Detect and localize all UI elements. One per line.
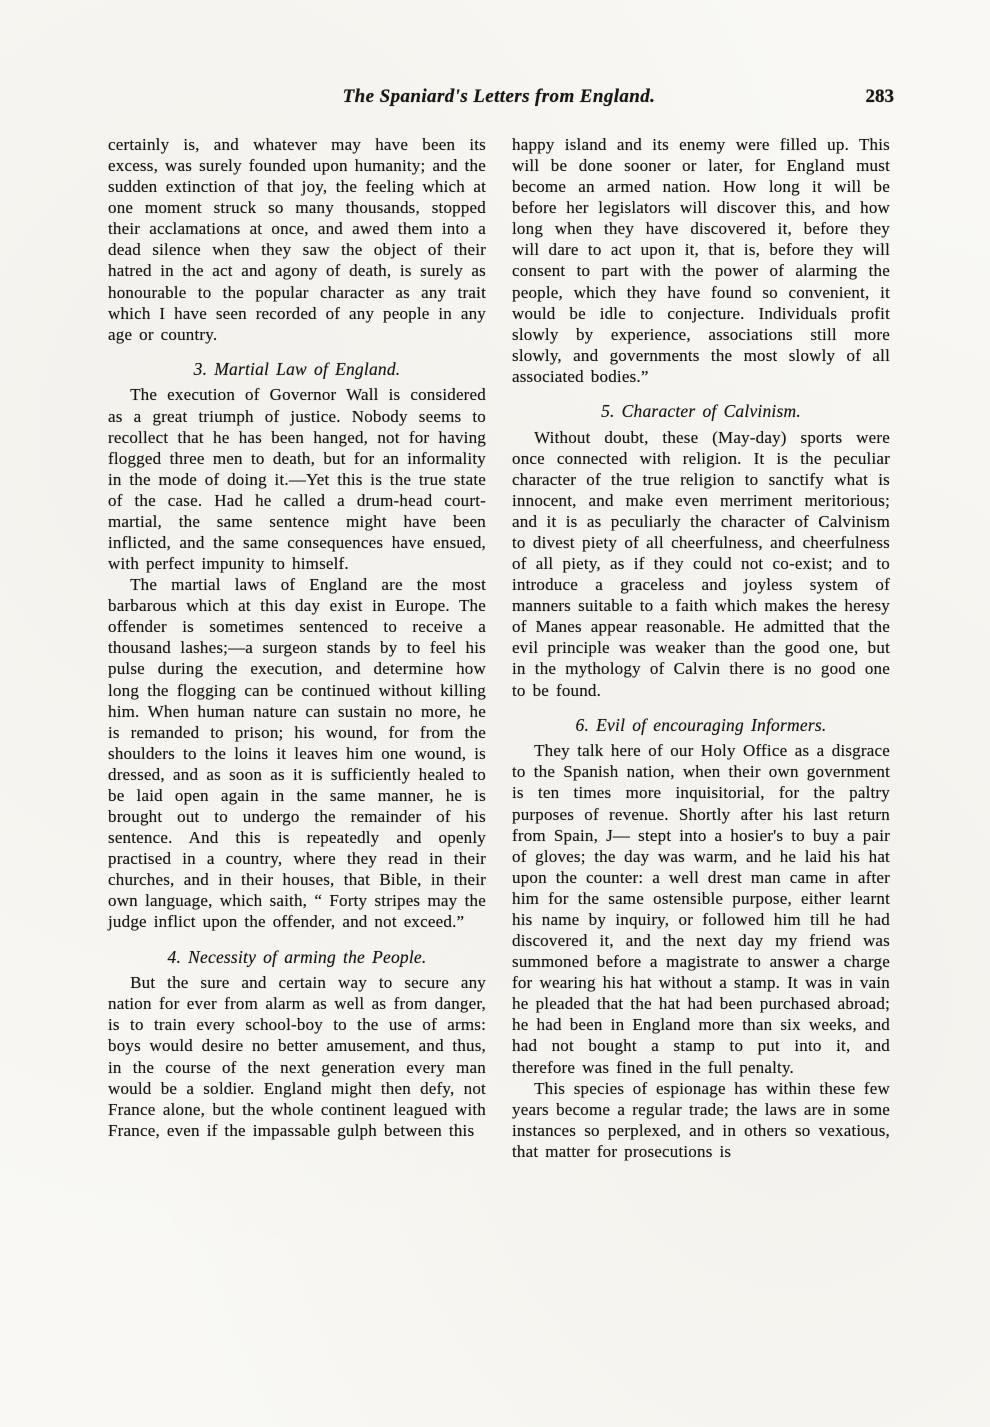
page-content: [108, 86, 894, 1162]
body-paragraph: This species of espionage has within these few years become a regular trade; the laws are in some instances so perplexed, and in others so vexatious, that matter for prosecutions is: [512, 1078, 890, 1161]
section-heading-informers: 6. Evil of encouraging Informers.: [575, 714, 827, 735]
body-paragraph: happy island and its enemy were filled up. This will be done sooner or later, for England must become an armed nation. How long it will be before her legislators will discover this, and how long when they have discovered it, before they will dare to act upon it, that is, before they will consent to part with the power of alarming the people, which they have found so convenient, it would be idle to conjecture. Individuals profit slowly by experience, associations still more slowly, and governments the most slowly of all associated bodies.”: [512, 135, 890, 386]
section-heading-martial-law: 3. Martial Law of England.: [193, 358, 401, 379]
running-title: The Spaniard's Letters from England.: [342, 86, 656, 107]
body-paragraph: The martial laws of England are the most barbarous which at this day exist in Europe. The offender is sometimes sentenced to receive a thousand lashes;—a surgeon stands by to feel his pulse during the execution, and determine how long the flogging can be continued without killing him. When human nature can sustain no more, he is remanded to prison; his wound, for from the shoulders to the loins it leaves him one wound, is dressed, and as soon as it is sufficiently healed to be laid open again in the same manner, he is brought out to undergo the remainder of his sentence. And this is repeatedly and openly practised in a country, where they read in their churches, and in their houses, that Bible, in their own language, which saith, “ Forty stripes may the judge inflict upon the offender, and not exceed.”: [108, 575, 486, 932]
body-paragraph: But the sure and certain way to secure any nation for ever from alarm as well as from danger, is to train every school-boy to the use of arms: boys would desire no better amusement, and thus, in the course of the next generation every man would be a soldier. England might then defy, not France alone, but the whole continent leagued with France, even if the impassable gulph between this: [108, 973, 486, 1140]
left-column: [108, 134, 486, 1162]
body-paragraph: certainly is, and whatever may have been its excess, was surely founded upon humanity; and the sudden extinction of that joy, the feeling which at one moment struck so many thousands, stopped their acclamations at once, and awed them into a dead silence when they saw the object of their hatred in the act and agony of death, is surely as honourable to the popular character as any trait which I have seen recorded of any people in any age or country.: [108, 135, 486, 344]
body-paragraph: Without doubt, these (May-day) sports were once connected with religion. It is the peculiar character of the true religion to sanctify what is innocent, and make even merriment meritorious; and it is as peculiarly the character of Calvinism to divest piety of all cheerfulness, and cheerfulness of all piety, as if they could not co-exist; and to introduce a graceless and joyless system of manners suitable to a faith which makes the heresy of Manes appear reasonable. He admitted that the evil principle was weaker than the good one, but in the mythology of Calvin there is no good one to be found.: [512, 427, 890, 700]
right-column: [512, 134, 890, 1162]
two-column-text: [108, 134, 890, 1162]
section-heading-arming-the-people: 4. Necessity of arming the People.: [167, 946, 427, 967]
body-paragraph: They talk here of our Holy Office as a disgrace to the Spanish nation, when their own government is ten times more inquisitorial, for the paltry purposes of revenue. Shortly after his last return from Spain, J— stept into a hosier's to buy a pair of gloves; the day was warm, and he laid his hat upon the counter: a well drest man came in after him for the same ostensible purpose, either learnt his name by inquiry, or followed him till he had discovered it, and the next day my friend was summoned before a magistrate to answer a charge for wearing his hat without a stamp. It was in vain he pleaded that the hat had been purchased abroad; he had been in England more than six weeks, and had not bought a stamp to put into it, and therefore was fined in the full penalty.: [512, 741, 890, 1077]
section-heading-calvinism: 5. Character of Calvinism.: [601, 400, 801, 421]
page-number: 283: [865, 86, 894, 107]
running-head: [108, 86, 894, 116]
body-paragraph: The execution of Governor Wall is considered as a great triumph of justice. Nobody seems to recollect that he has been hanged, not for having flogged three men to death, but for an informality in the mode of doing it.—Yet this is the true state of the case. Had he called a drum-head court-martial, the same sentence might have been inflicted, and the same consequences have ensued, with perfect impunity to himself.: [108, 385, 486, 574]
